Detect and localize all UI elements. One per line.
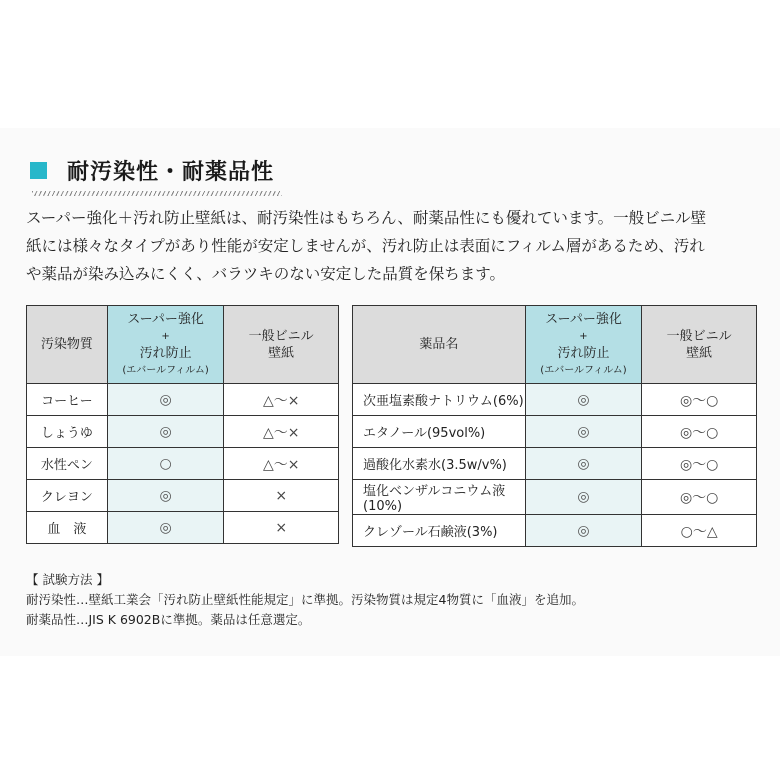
substance-cell: しょうゆ <box>27 416 108 448</box>
notes-line: 耐汚染性…壁紙工業会「汚れ防止壁紙性能規定」に準拠。汚染物質は規定4物質に「血液」を追加。 <box>26 592 584 607</box>
chemical-cell: 過酸化水素水(3.5w/v%) <box>353 448 526 480</box>
super-rating-cell: ○ <box>107 448 224 480</box>
super-rating-cell: ◎ <box>525 416 642 448</box>
intro-line: や薬品が染み込みにくく、バラツキのない安定した品質を保ちます。 <box>26 265 505 283</box>
header-line: + <box>579 330 588 342</box>
header-chemical: 薬品名 <box>353 306 526 384</box>
header-line: 一般ビニル <box>248 328 314 344</box>
super-rating-cell: ◎ <box>525 480 642 515</box>
table-row <box>27 480 339 512</box>
table-row <box>353 416 757 448</box>
table-row <box>27 384 339 416</box>
super-rating-cell: ◎ <box>107 480 224 512</box>
vinyl-rating-cell: ◎～○ <box>642 416 757 448</box>
header-line: 汚れ防止 <box>139 345 192 361</box>
table-row <box>353 384 757 416</box>
vinyl-rating-cell: ◎～○ <box>642 480 757 515</box>
super-rating-cell: ◎ <box>107 384 224 416</box>
super-rating-cell: ◎ <box>525 448 642 480</box>
vinyl-rating-cell: △～× <box>224 448 339 480</box>
hatched-underline <box>32 191 282 196</box>
table-header-row <box>27 306 339 384</box>
substance-cell: コーヒー <box>27 384 108 416</box>
chemical-cell: エタノール(95vol%) <box>353 416 526 448</box>
table-row <box>27 512 339 544</box>
super-rating-cell: ◎ <box>107 512 224 544</box>
square-bullet-icon <box>30 162 47 179</box>
stain-resistance-table <box>26 305 339 544</box>
header-line: + <box>161 330 170 342</box>
vinyl-rating-cell: × <box>224 512 339 544</box>
table-row <box>353 515 757 547</box>
header-super-film <box>107 306 224 384</box>
table-row <box>27 448 339 480</box>
table-row <box>353 480 757 515</box>
chemical-cell: 塩化ベンザルコニウム液(10%) <box>353 480 526 515</box>
header-substance: 汚染物質 <box>27 306 108 384</box>
header-vinyl <box>224 306 339 384</box>
table-row <box>27 416 339 448</box>
chemical-cell: 次亜塩素酸ナトリウム(6%) <box>353 384 526 416</box>
header-line: (エバールフィルム) <box>122 364 209 376</box>
substance-cell: 血 液 <box>27 512 108 544</box>
substance-cell: クレヨン <box>27 480 108 512</box>
header-line: 壁紙 <box>686 345 713 361</box>
section-title: 耐汚染性・耐薬品性 <box>67 159 275 185</box>
super-rating-cell: ◎ <box>525 515 642 547</box>
super-rating-cell: ◎ <box>525 384 642 416</box>
header-line: (エバールフィルム) <box>540 364 627 376</box>
vinyl-rating-cell: △～× <box>224 384 339 416</box>
vinyl-rating-cell: ◎～○ <box>642 384 757 416</box>
chemical-cell: クレゾール石鹸液(3%) <box>353 515 526 547</box>
header-line: スーパー強化 <box>127 311 204 327</box>
notes-line: 耐薬品性…JIS K 6902Bに準拠。薬品は任意選定。 <box>26 612 311 627</box>
chemical-resistance-table <box>352 305 757 547</box>
table-row <box>353 448 757 480</box>
intro-line: 紙には様々なタイプがあり性能が安定しませんが、汚れ防止は表面にフィルム層があるため、汚れ <box>26 237 705 255</box>
intro-paragraph <box>26 204 766 288</box>
header-vinyl <box>642 306 757 384</box>
header-line: 一般ビニル <box>666 328 732 344</box>
header-line: 汚れ防止 <box>557 345 610 361</box>
vinyl-rating-cell: ◎～○ <box>642 448 757 480</box>
vinyl-rating-cell: △～× <box>224 416 339 448</box>
test-method-notes <box>26 570 584 630</box>
section-heading <box>30 152 274 188</box>
super-rating-cell: ◎ <box>107 416 224 448</box>
vinyl-rating-cell: ○～△ <box>642 515 757 547</box>
intro-line: スーパー強化＋汚れ防止壁紙は、耐汚染性はもちろん、耐薬品性にも優れています。一般ビニル壁 <box>26 209 707 227</box>
header-line: 壁紙 <box>268 345 295 361</box>
notes-title: 【 試験方法 】 <box>26 572 109 587</box>
table-header-row <box>353 306 757 384</box>
vinyl-rating-cell: × <box>224 480 339 512</box>
header-line: スーパー強化 <box>545 311 622 327</box>
substance-cell: 水性ペン <box>27 448 108 480</box>
header-super-film <box>525 306 642 384</box>
